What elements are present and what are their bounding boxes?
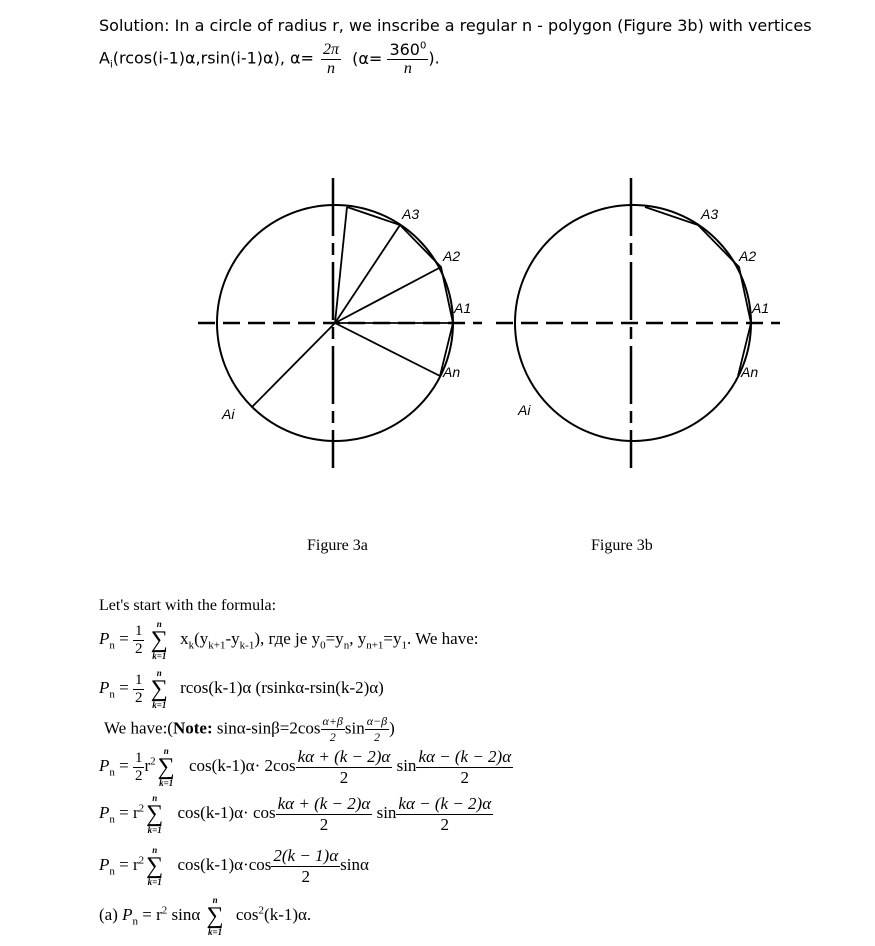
label-3b-a1: A1 bbox=[752, 300, 770, 316]
derivation-start: Let's start with the formula: bbox=[99, 597, 277, 614]
label-3b-a3: A3 bbox=[701, 206, 719, 222]
label-3a-a2: A2 bbox=[443, 248, 461, 264]
radius-3a-an bbox=[335, 323, 440, 376]
label-3a-a3: A3 bbox=[402, 206, 420, 222]
chords-3a bbox=[347, 207, 453, 376]
label-3a-ai: Ai bbox=[222, 406, 235, 422]
polygon-3b bbox=[645, 207, 751, 376]
figure-3a-caption: Figure 3a bbox=[307, 537, 368, 554]
formula-line-1: $P_n$ = $\frac{1}{2}$ n ∑ k=1 $x_k(y_{k+1}-y_{k-1})$, где je $y_0=y_n$, $y_{n+1}=y_1$. We have: bbox=[99, 619, 479, 661]
label-3b-a2: A2 bbox=[739, 248, 757, 264]
figure-3b-caption: Figure 3b bbox=[591, 537, 653, 554]
formula-line-4: $P_n = r^2$ n ∑ k=1 cos(k-1)α· cos $\frac{k\alpha + (k - 2)\alpha}{2}$ sin $\frac{k\alpha - (k - 2)\alpha}{2}$ bbox=[99, 793, 492, 835]
intro-line-2: $A_i(rcos(i-1)\alpha,rsin(i-1)\alpha)$, α= $\frac{2\pi}{n}$ (α= $\frac{360^0}{n}$ ). bbox=[99, 40, 440, 77]
radius-3a-a3 bbox=[335, 225, 400, 323]
figure-3a bbox=[198, 178, 482, 468]
formula-line-6: (a) $P_n = r^2$ sinα n ∑ k=1 $\cos^2(k-1)\alpha$. bbox=[99, 895, 312, 937]
figure-3b bbox=[496, 178, 780, 468]
formula-note: We have:(Note: sinα-sinβ=2cos $\frac{\alpha+\beta}{2}$ sin $\frac{\alpha-\beta}{2}$ ) bbox=[104, 714, 395, 744]
intro-line-1: Solution: In a circle of radius r, we inscribe a regular n - polygon (Figure 3b) with vertices bbox=[99, 16, 812, 35]
radius-3a-ai bbox=[252, 323, 335, 407]
radius-3a-a4 bbox=[335, 207, 347, 323]
label-3a-an: An bbox=[443, 364, 461, 380]
formula-line-3: $P_n$ = $\frac{1}{2}$ $r^2$ n ∑ k=1 cos(k-1)α· 2cos $\frac{k\alpha + (k - 2)\alpha}{2}$ sin $\frac{k\alpha - (k - 2)\alpha}{2}$ bbox=[99, 746, 512, 788]
label-3a-a1: A1 bbox=[454, 300, 472, 316]
radius-3a-a2 bbox=[335, 267, 441, 323]
formula-line-5: $P_n = r^2$ n ∑ k=1 cos(k-1)α·cos $\frac{2(k - 1)\alpha}{2}$ sinα bbox=[99, 845, 369, 887]
formula-line-2: $P_n$ = $\frac{1}{2}$ n ∑ k=1 rcos(k-1)α (rsinkα-rsin(k-2)α) bbox=[99, 668, 384, 710]
label-3b-an: An bbox=[741, 364, 759, 380]
label-3b-ai: Ai bbox=[518, 402, 531, 418]
